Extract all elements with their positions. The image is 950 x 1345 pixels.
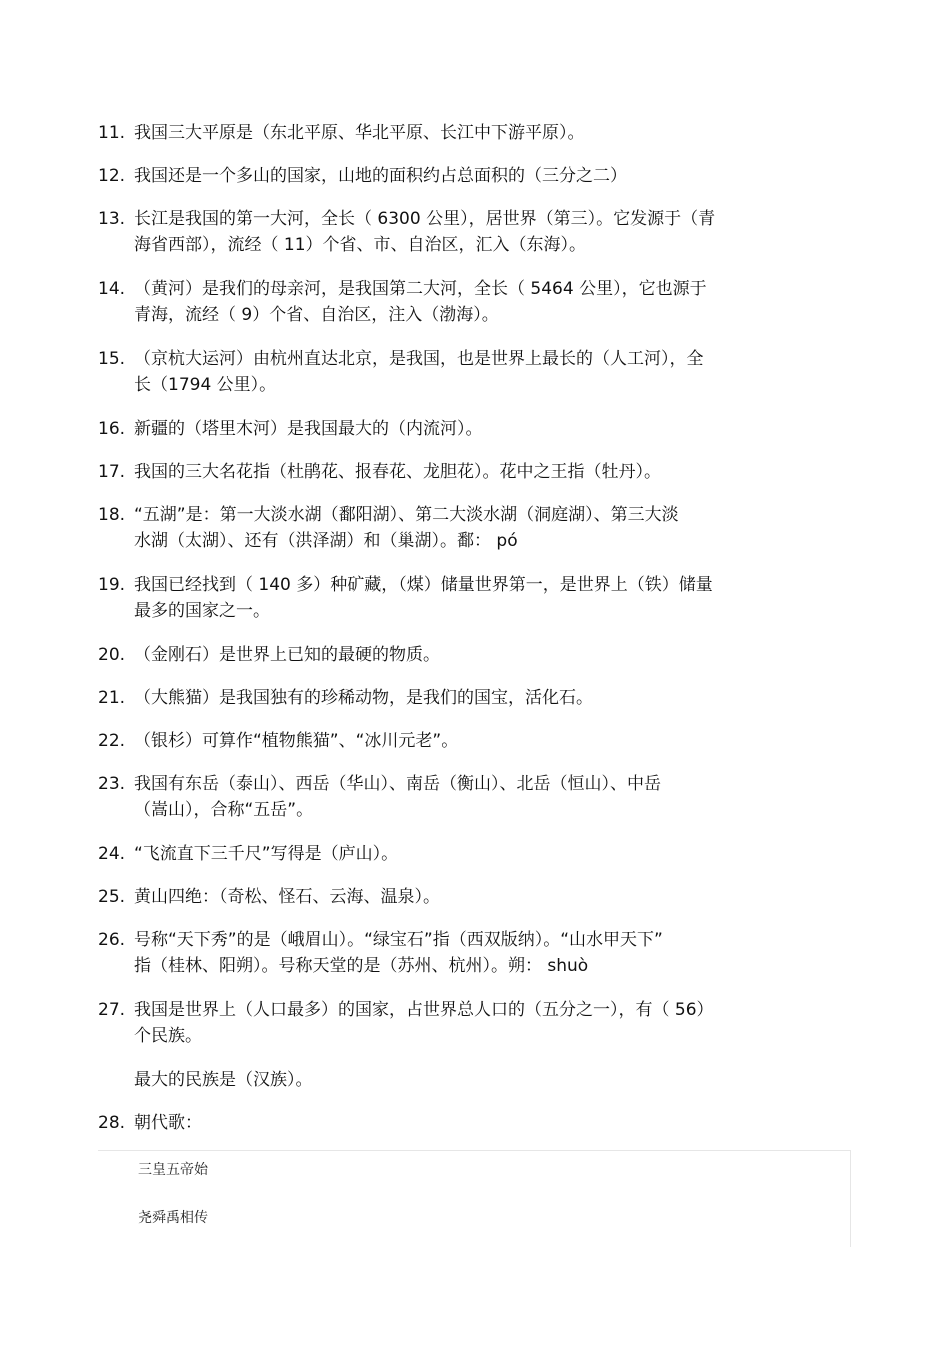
item-text-line: 长（1794 公里）。 xyxy=(134,375,277,395)
item-number: 25. xyxy=(98,887,126,907)
item-text-line: “飞流直下三千尺”写得是（庐山）。 xyxy=(134,844,399,864)
item-text-line: （金刚石）是世界上已知的最硬的物质。 xyxy=(134,645,440,665)
item-number: 23. xyxy=(98,774,126,794)
list-item xyxy=(98,1110,838,1136)
item-text-line: 我国的三大名花指（杜鹃花、报春花、龙胆花）。花中之王指（牡丹）。 xyxy=(134,462,661,482)
list-item xyxy=(98,502,838,554)
list-item xyxy=(98,685,838,711)
item-number: 26. xyxy=(98,930,126,950)
list-item xyxy=(98,771,838,823)
item-text-line: 黄山四绝：（奇松、怪石、云海、温泉）。 xyxy=(134,887,440,907)
item-number: 13. xyxy=(98,209,126,229)
item-text-line: 海省西部），流经（ 11）个省、市、自治区，汇入（东海）。 xyxy=(134,235,587,255)
item-text-line: 水湖（太湖）、还有（洪泽湖）和（巢湖）。鄱： pó xyxy=(134,531,518,551)
list-item xyxy=(98,1067,838,1093)
list-item xyxy=(98,276,838,328)
poem-box xyxy=(98,1150,851,1247)
list-item xyxy=(98,997,838,1049)
list-item xyxy=(98,416,838,442)
poem-line: 尧舜禹相传 xyxy=(138,1210,208,1226)
item-number: 18. xyxy=(98,505,126,525)
list-item xyxy=(98,728,838,754)
list-item xyxy=(98,163,838,189)
item-text-line: 我国还是一个多山的国家，山地的面积约占总面积的（三分之二） xyxy=(134,166,627,186)
list-item xyxy=(98,884,838,910)
item-text-line: “五湖”是：第一大淡水湖（鄱阳湖）、第二大淡水湖（洞庭湖）、第三大淡 xyxy=(134,505,679,525)
list-item xyxy=(98,642,838,668)
item-number: 15. xyxy=(98,349,126,369)
list-item xyxy=(98,572,838,624)
item-text-line: 最多的国家之一。 xyxy=(134,601,270,621)
list-item xyxy=(98,120,838,146)
item-number: 19. xyxy=(98,575,126,595)
item-text-line: 我国是世界上（人口最多）的国家，占世界总人口的（五分之一），有（ 56） xyxy=(134,1000,714,1020)
item-text-line: 我国有东岳（泰山）、西岳（华山）、南岳（衡山）、北岳（恒山）、中岳 xyxy=(134,774,661,794)
item-text-line: 长江是我国的第一大河，全长（ 6300 公里），居世界（第三）。它发源于（青 xyxy=(134,209,716,229)
item-text-line: 我国三大平原是（东北平原、华北平原、长江中下游平原）。 xyxy=(134,123,585,143)
list-item xyxy=(98,346,838,398)
item-text-line: 个民族。 xyxy=(134,1026,202,1046)
item-text-line: （京杭大运河）由杭州直达北京，是我国，也是世界上最长的（人工河），全 xyxy=(134,349,704,369)
item-number: 24. xyxy=(98,844,126,864)
item-text-line: （银杉）可算作“植物熊猫”、“冰川元老”。 xyxy=(134,731,459,751)
item-text-line: 朝代歌： xyxy=(134,1113,202,1133)
item-number: 21. xyxy=(98,688,126,708)
item-text-line: 最大的民族是（汉族）。 xyxy=(134,1070,313,1090)
item-text-line: （黄河）是我们的母亲河，是我国第二大河，全长（ 5464 公里），它也源于 xyxy=(134,279,707,299)
item-number: 16. xyxy=(98,419,126,439)
item-number: 14. xyxy=(98,279,126,299)
item-number: 28. xyxy=(98,1113,126,1133)
item-text-line: 指（桂林、阳朔）。号称天堂的是（苏州、杭州）。朔： shuò xyxy=(134,956,589,976)
item-text-line: 号称“天下秀”的是（峨眉山）。“绿宝石”指（西双版纳）。“山水甲天下” xyxy=(134,930,663,950)
item-text-line: （嵩山），合称“五岳”。 xyxy=(134,800,314,820)
item-text-line: 我国已经找到（ 140 多）种矿藏，（煤）储量世界第一，是世界上（铁）储量 xyxy=(134,575,713,595)
item-number: 12. xyxy=(98,166,126,186)
item-number: 11. xyxy=(98,123,126,143)
item-text-line: 青海，流经（ 9）个省、自治区，注入（渤海）。 xyxy=(134,305,499,325)
item-text-line: 新疆的（塔里木河）是我国最大的（内流河）。 xyxy=(134,419,483,439)
item-number: 20. xyxy=(98,645,126,665)
item-text-line: （大熊猫）是我国独有的珍稀动物，是我们的国宝，活化石。 xyxy=(134,688,593,708)
item-number: 17. xyxy=(98,462,126,482)
list-item xyxy=(98,841,838,867)
list-item xyxy=(98,459,838,485)
list-item xyxy=(98,206,838,258)
item-number: 27. xyxy=(98,1000,126,1020)
item-number: 22. xyxy=(98,731,126,751)
list-item xyxy=(98,927,838,979)
poem-line: 三皇五帝始 xyxy=(138,1162,208,1178)
